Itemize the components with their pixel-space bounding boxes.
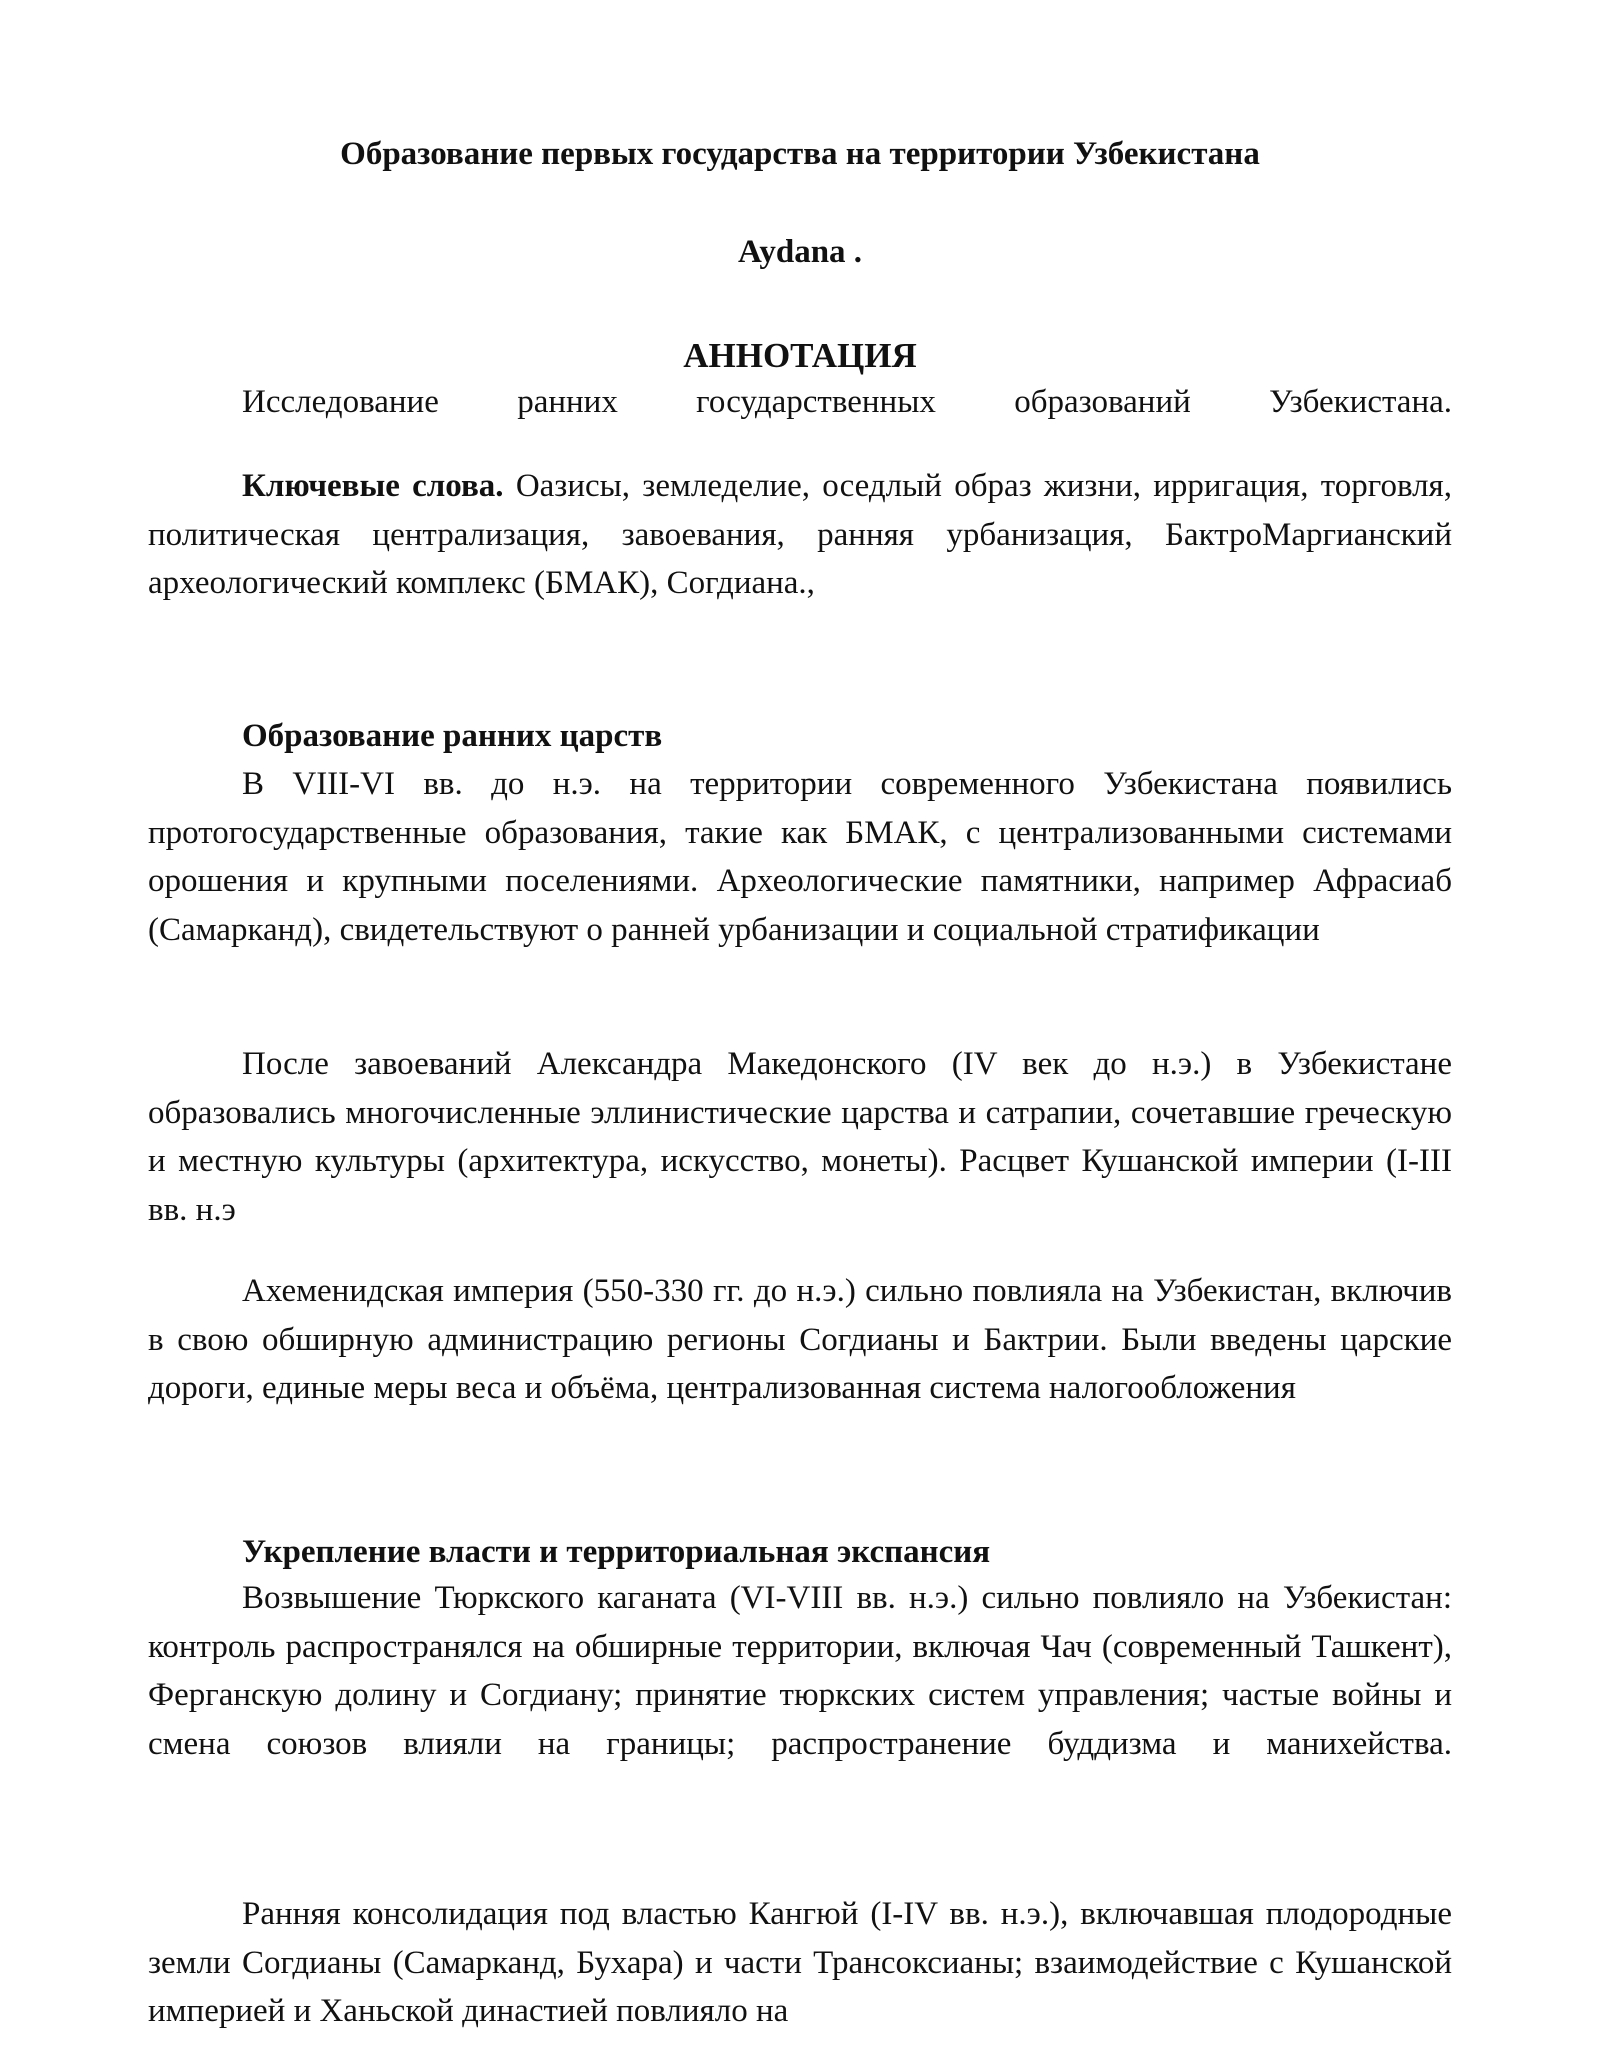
section-heading-early-kingdoms: Образование ранних царств <box>242 718 663 754</box>
section1-paragraph-3: Ахеменидская империя (550-330 гг. до н.э.) сильно повлияла на Узбекистан, включив в свою обширную администрацию регионы Согдианы и Бактрии. Были введены царские дороги, единые меры веса и объёма, централизованная система налогообложения <box>148 1273 1452 1406</box>
section2-paragraph-2: Ранняя консолидация под властью Кангюй (I-IV вв. н.э.), включавшая плодородные земли Согдианы (Самарканд, Бухара) и части Трансоксианы; взаимодействие с Кушанской империей и Ханьской династией повлияло на <box>148 1896 1452 2029</box>
keywords-paragraph <box>148 462 1452 608</box>
document-title: Образование первых государства на территории Узбекистана <box>340 136 1260 172</box>
section2-paragraph-1: Возвышение Тюркского каганата (VI-VIII вв. н.э.) сильно повлияло на Узбекистан: контроль распространялся на обширные территории, включая Чач (современный Ташкент), Ферганскую долину и Согдиану; принятие тюркских систем управления; частые войны и смена союзов влияли на границы; распространение буддизма и манихейства. <box>148 1580 1452 1762</box>
section-heading-power-expansion: Укрепление власти и территориальная экспансия <box>242 1534 991 1570</box>
keywords-text: Оазисы, земледелие, оседлый образ жизни, ирригация, торговля, политическая централизация, завоевания, ранняя урбанизация, БактроМаргианский археологический комплекс (БМАК), Согдиана., <box>148 468 1452 601</box>
section1-paragraph-2: После завоеваний Александра Македонского (IV век до н.э.) в Узбекистане образовались многочисленные эллинистические царства и сатрапии, сочетавшие греческую и местную культуры (архитектура, искусство, монеты). Расцвет Кушанской империи (I-III вв. н.э <box>148 1046 1452 1228</box>
annotation-heading: АННОТАЦИЯ <box>683 336 917 375</box>
section1-paragraph-1: В VIII-VI вв. до н.э. на территории современного Узбекистана появились протогосударственные образования, такие как БМАК, с централизованными системами орошения и крупными поселениями. Археологические памятники, например Афрасиаб (Самарканд), свидетельствуют о ранней урбанизации и социальной стратификации <box>148 766 1452 948</box>
document-author: Aydana . <box>737 234 863 270</box>
keywords-label: Ключевые слова. <box>242 468 504 504</box>
annotation-text: Исследование ранних государственных образований Узбекистана. <box>242 384 1452 420</box>
